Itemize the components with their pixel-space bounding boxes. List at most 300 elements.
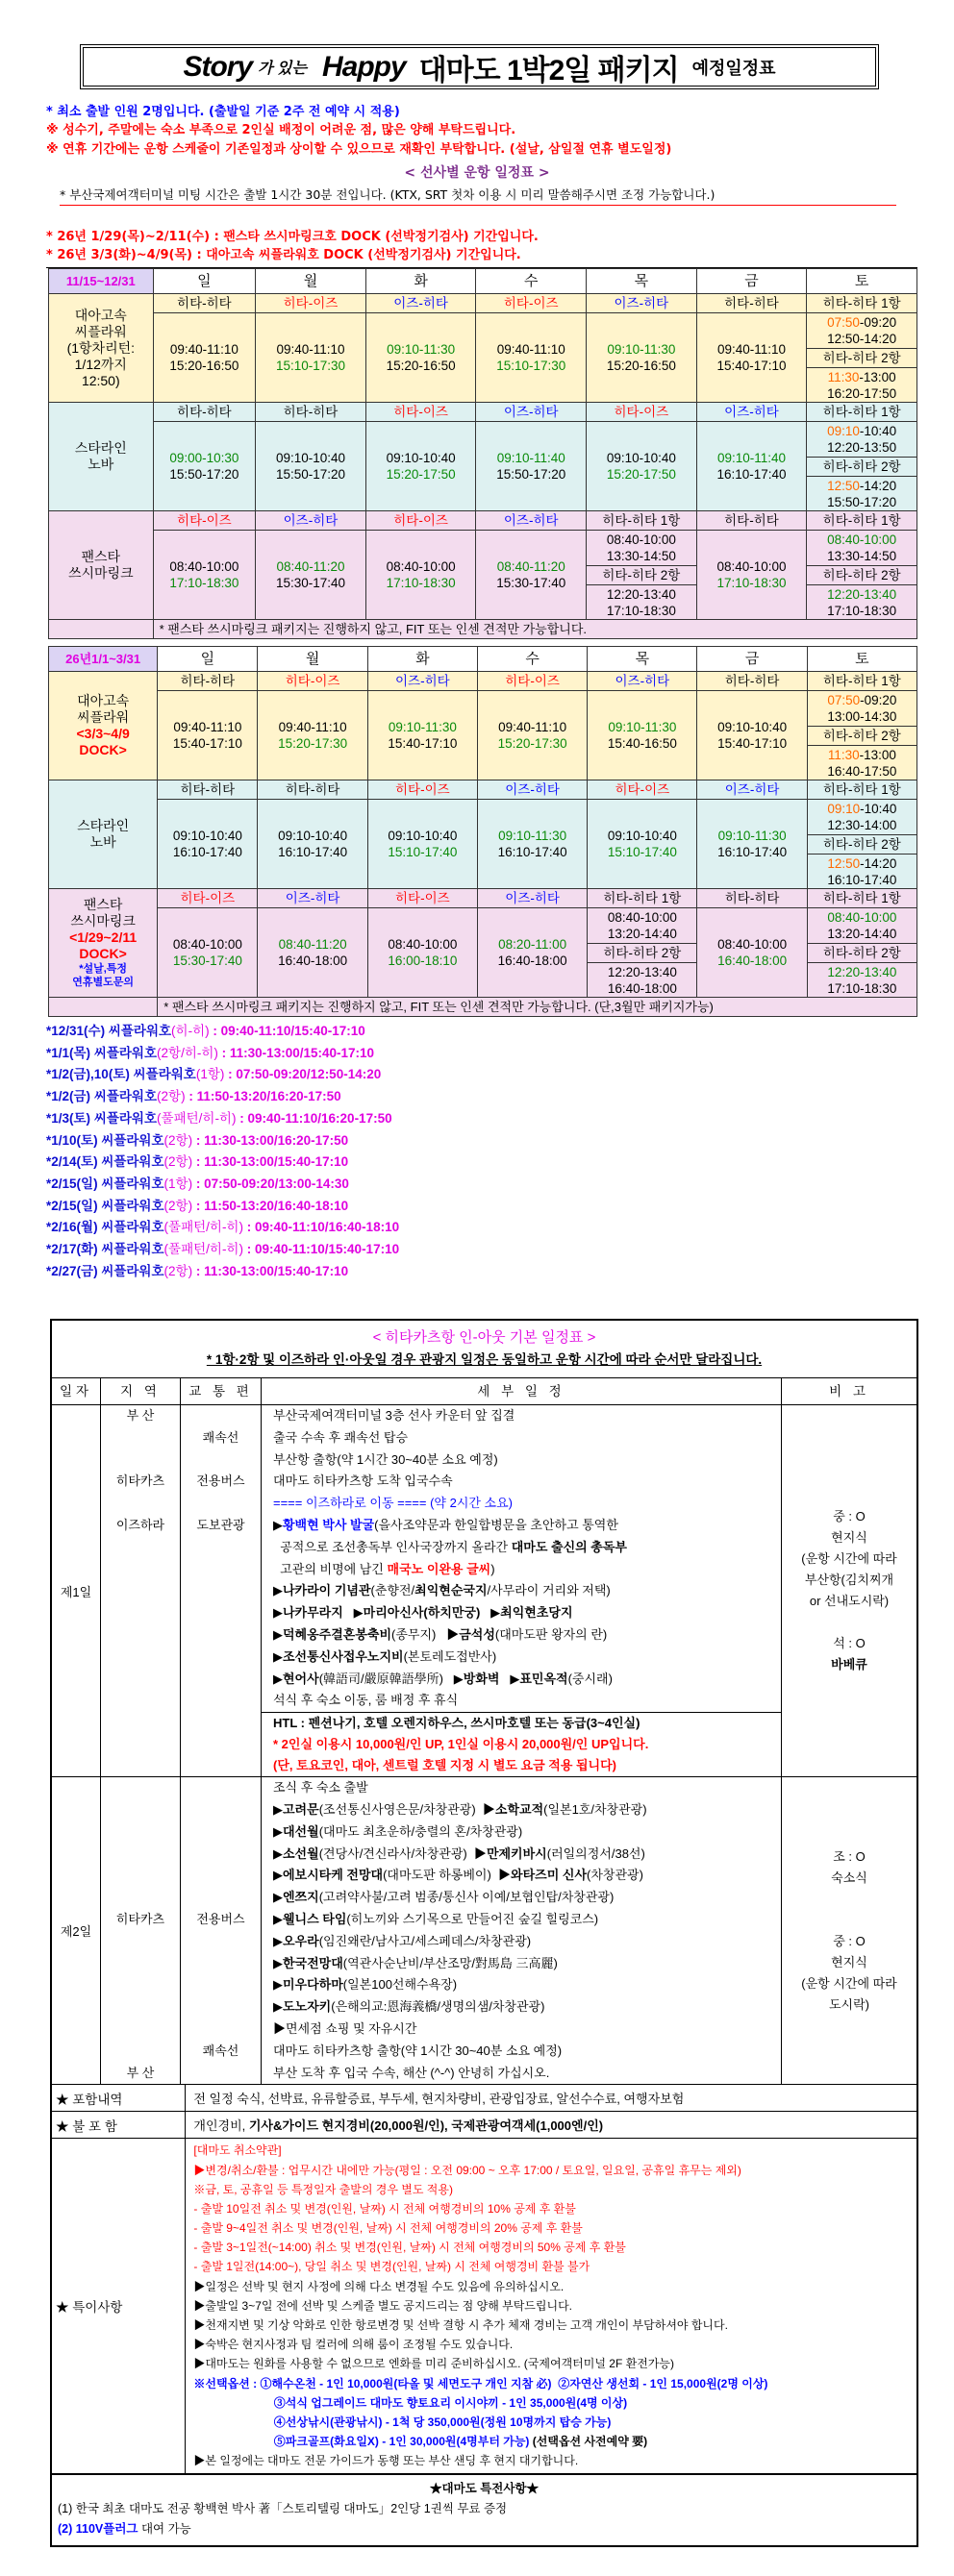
transport-cell	[181, 1559, 261, 1581]
ship-name-line: 1/12까지	[74, 356, 127, 372]
special-date-item	[46, 1043, 399, 1065]
detail-line	[262, 1427, 781, 1449]
text-segment: ▶	[273, 1911, 283, 1926]
text-segment: ⑤파크골프(화요일X) - 1인 30,000원(4명부터 가능)	[273, 2435, 533, 2449]
route-label: 히타-이즈	[256, 294, 366, 313]
special-date: *2/14(토)	[46, 1154, 98, 1170]
detail-line	[262, 2019, 781, 2041]
ship-name-line: 12:50)	[81, 372, 120, 388]
special-date: *1/10(토)	[46, 1132, 98, 1148]
route-label: 히타-이즈	[588, 780, 697, 800]
transport-cell	[181, 1887, 261, 1909]
notes-row	[52, 2139, 916, 2474]
special-date-item	[46, 1239, 399, 1261]
route-label: 히타-이즈	[477, 672, 587, 691]
text-segment: ▶	[273, 1845, 283, 1861]
time-range: 09:40-11:10	[498, 720, 567, 734]
day2-row	[52, 1777, 916, 2085]
region-cell	[101, 2019, 180, 2041]
time-range: 16:40-18:00	[607, 980, 677, 996]
time-cell	[588, 800, 697, 889]
text-segment: (을사조약문과 한일합병문을 초안하고 통역한	[374, 1517, 618, 1532]
text-segment: ▶일정은 선박 및 현지 사정에 의해 다소 변경될 수도 있음에 유의하십시오.	[193, 2279, 565, 2293]
note-line	[186, 2335, 916, 2354]
route-label: 히타-히타 1항	[807, 403, 917, 422]
time-start: 09:10	[827, 424, 860, 438]
text-segment: ▶	[499, 1671, 520, 1686]
time-range: 09:10-10:40	[172, 829, 242, 843]
region-cell: 히타카츠	[115, 1474, 165, 1489]
highlight-text: 최익현순국지	[414, 1583, 488, 1598]
time-cell	[807, 531, 917, 566]
pattern: (풀패턴/히-히)	[163, 1220, 243, 1235]
text-segment: (본토레도접반사)	[403, 1648, 497, 1664]
detail-line	[262, 1559, 781, 1581]
title-ga: 가 있는	[258, 61, 307, 77]
route-label: 이즈-히타	[256, 511, 366, 531]
highlight-text: 방화벽	[463, 1671, 500, 1686]
time-start: 11:30	[827, 369, 860, 384]
time-range: 09:40-11:10	[169, 342, 238, 357]
time-range: 15:40-17:10	[717, 736, 788, 751]
special-date: *2/27(금)	[46, 1263, 98, 1278]
time-range: 16:20-17:50	[827, 385, 897, 401]
special-date-item	[46, 1021, 399, 1043]
detail-line	[262, 1844, 781, 1866]
detail-line	[262, 1449, 781, 1472]
perks-items	[58, 2499, 911, 2539]
time-range: 12:20-13:50	[827, 440, 897, 455]
time-range: 15:20-17:30	[278, 736, 348, 751]
special-date-item	[46, 1152, 399, 1174]
day-header: 화	[365, 269, 476, 294]
text-segment	[193, 2415, 273, 2429]
time-cell	[365, 422, 476, 511]
highlight-text: 최익현초당지	[500, 1605, 573, 1621]
transport-cell	[181, 1580, 261, 1602]
time-range: 17:10-18:30	[716, 576, 787, 590]
ship-name	[49, 511, 154, 620]
detail-line	[262, 1405, 781, 1427]
time-range: 15:30-17:40	[172, 954, 242, 968]
region-cell	[101, 1690, 180, 1712]
text-segment: ▶	[273, 1977, 283, 1993]
special-date: *1/1(목)	[46, 1045, 91, 1060]
text-segment: (차창관광)	[587, 1868, 643, 1883]
special-date: *2/15(일)	[46, 1198, 98, 1213]
transport-cell	[181, 1669, 261, 1691]
time-range: 08:40-10:00	[716, 559, 787, 574]
region-cell	[101, 1974, 180, 1996]
detail-line	[262, 1624, 781, 1647]
time-range: 13:30-14:50	[827, 549, 897, 563]
text-segment: - 출발 1일전(14:00~), 당일 취소 및 변경(인원, 날짜) 시 전체 여행경비 환불 불가	[193, 2260, 590, 2274]
route-label: 히타-히타 2항	[807, 835, 916, 855]
detail-line	[262, 1493, 781, 1515]
route-label: 이즈-히타	[365, 294, 476, 313]
perks-section	[52, 2475, 916, 2545]
highlight-text: 나카라이 기념관	[283, 1583, 371, 1598]
text-segment: ▶	[273, 1955, 283, 1970]
region-cell	[101, 1844, 180, 1866]
time-range: 08:40-10:00	[827, 910, 897, 925]
schedule-row	[49, 800, 917, 835]
text-segment: (1) 한국 최초 대마도 전공 황백현 박사 著「스토리텔링 대마도」2인당 1권씩 무료 증정	[58, 2501, 508, 2515]
text-segment: (일본1호/차창관광)	[543, 1801, 647, 1817]
special-date: *1/2(금),10(토)	[46, 1067, 130, 1082]
text-segment: (대마도판 하롱베이) ▶	[383, 1868, 512, 1883]
ship-name-line: 대아고속	[74, 307, 127, 323]
route-label: 이즈-히타	[696, 403, 807, 422]
highlight-text: 기사&가이드 현지경비(20,000원/인), 국제관광여객세(1,000엔/인)	[248, 2118, 604, 2134]
remark-line	[801, 1973, 896, 1994]
day-header: 월	[258, 647, 367, 672]
times: : 09:40-11:10/15:40-17:10	[242, 1242, 400, 1257]
ship-name	[49, 889, 158, 998]
time-range: 16:40-18:00	[717, 954, 788, 968]
time-range: 08:40-10:00	[827, 533, 897, 547]
text-segment: ▶	[273, 1823, 283, 1839]
time-range: 15:50-17:20	[496, 467, 566, 482]
highlight-text: 한국전망대	[283, 1955, 343, 1970]
transport-cell	[181, 1865, 261, 1887]
text-segment: - 출발 3~1일전(~14:00) 취소 및 변경(인원, 날짜) 시 전체 여행경비의 50% 공제 후 환불	[193, 2241, 626, 2255]
ship-name: 씨플라워호	[97, 1176, 164, 1191]
detail-line	[262, 1974, 781, 1996]
time-range: 15:20-17:50	[606, 467, 676, 482]
time-range: 09:10-11:30	[717, 829, 787, 843]
time-start: 09:10	[827, 802, 861, 816]
time-range: 15:20-17:50	[386, 467, 456, 482]
route-label: 히타-히타	[258, 780, 367, 800]
text-segment: (대마도판 왕자의 란)	[494, 1626, 608, 1642]
transport-cell	[181, 1449, 261, 1472]
pattern: (1항)	[195, 1067, 225, 1082]
highlight-text: 황백현 박사 발굴	[283, 1517, 375, 1532]
transport-cell: 전용버스	[196, 1474, 245, 1489]
time-range: 17:10-18:30	[169, 576, 239, 590]
special-date: *1/3(토)	[46, 1110, 91, 1126]
time-range: 13:00-14:30	[827, 709, 897, 724]
region-column	[101, 1405, 181, 1776]
schedule-row	[49, 511, 917, 531]
time-range	[808, 747, 916, 763]
highlight-text: 에보시타케 전망대	[283, 1868, 384, 1883]
time-cell	[153, 313, 256, 403]
time-cell	[476, 531, 587, 620]
time-range: 17:10-18:30	[606, 603, 676, 618]
text-segment: ※선택옵션 : ①해수온천 - 1인 10,000원(타올 및 세면도구 개인 지참 必) ②자연산 생선회 - 1인 15,000원(2명 이상)	[193, 2376, 768, 2390]
text-segment: 중 : O	[833, 1509, 866, 1524]
text-segment: 공적으로 조선총독부 인사국장까지 올라간	[273, 1539, 512, 1554]
region-cell	[101, 1799, 180, 1821]
time-cell	[367, 691, 477, 780]
ship-name: 씨플라워호	[97, 1220, 164, 1235]
time-range: 09:10-11:40	[716, 451, 787, 465]
included-row	[52, 2085, 916, 2112]
time-range: 16:10-17:40	[827, 872, 897, 887]
route-label: 히타-히타 1항	[807, 889, 916, 908]
text-segment: 개인경비,	[193, 2118, 249, 2134]
text-segment: 석식 후 숙소 이동, 룸 배정 후 휴식	[273, 1693, 459, 1708]
day-header: 월	[256, 269, 366, 294]
text-segment: 대마도 히타카츠항 도착 입국수속	[273, 1474, 453, 1489]
perk-item	[58, 2499, 911, 2519]
pattern: (1항)	[163, 1176, 193, 1191]
time-cell	[258, 908, 367, 998]
note-line	[186, 2393, 916, 2413]
ship-name-line: <3/3~4/9	[76, 726, 130, 741]
remark-line	[833, 1846, 866, 1868]
special-date-item	[46, 1064, 399, 1086]
time-range: 09:10-10:40	[388, 829, 458, 843]
text-segment: ▶	[273, 1671, 283, 1686]
remark-line	[831, 1868, 867, 1889]
time-range: 09:10-11:40	[496, 451, 565, 465]
note-holiday: ※ 연휴 기간에는 운항 스케줄이 기존일정과 상이할 수 있으므로 재확인 부탁합니다. (설날, 삼일절 연휴 별도일정)	[46, 142, 672, 157]
detail-line	[262, 1669, 781, 1691]
ship-name-line: <1/29~2/11	[69, 929, 138, 945]
note-line	[186, 2180, 916, 2199]
ship-name: 씨플라워호	[97, 1154, 164, 1170]
detail-line	[262, 1887, 781, 1909]
region-cell: 히타카츠	[115, 1911, 165, 1926]
highlight-text: 대선월	[283, 1823, 319, 1839]
pattern: (2항)	[163, 1132, 193, 1148]
day-header: 수	[476, 269, 587, 294]
detail-line	[262, 1799, 781, 1821]
day-header: 목	[587, 269, 697, 294]
times: : 09:40-11:10/16:40-18:10	[242, 1220, 400, 1235]
perk-item	[58, 2519, 911, 2539]
note-line	[186, 2316, 916, 2335]
route-label: 히타-이즈	[158, 889, 258, 908]
time-end: -13:00	[859, 369, 896, 384]
special-date-item	[46, 1130, 399, 1152]
schedule-row	[49, 313, 917, 349]
ship-name-line: 대아고속	[77, 693, 130, 708]
day-label: 제1일	[52, 1405, 101, 1776]
text-segment: 부산항 출항(약 1시간 30~40분 소요 예정)	[273, 1451, 498, 1467]
time-cell	[477, 908, 587, 998]
time-cell	[807, 908, 916, 944]
region-cell	[101, 1449, 180, 1472]
note-line	[186, 2413, 916, 2432]
route-label: 히타-히타 2항	[587, 566, 697, 585]
region-cell	[101, 1887, 180, 1909]
header-row	[49, 269, 917, 294]
transport-cell	[181, 2019, 261, 2041]
text-segment: ▶숙박은 현지사정과 팀 컬러에 의해 룸이 조정될 수도 있습니다.	[193, 2338, 514, 2352]
time-cell	[696, 313, 807, 403]
remark-line	[829, 1994, 869, 2016]
highlight-text: 와타즈미 신사	[511, 1868, 588, 1883]
time-cell	[807, 585, 917, 620]
text-segment: (임진왜란/남사고/세스페데스/차창관광)	[318, 1933, 532, 1948]
time-cell	[807, 963, 916, 998]
time-end: -09:20	[860, 693, 897, 707]
time-range: 15:40-17:10	[716, 359, 787, 373]
ship-name	[49, 672, 158, 780]
times: : 11:30-13:00/15:40-17:10	[192, 1263, 349, 1278]
title-main: 대마도 1박2일 패키지	[418, 54, 679, 87]
detail-line	[262, 1580, 781, 1602]
highlight-text: 엔쯔지	[283, 1890, 319, 1905]
times: : 11:50-13:20/16:20-17:50	[185, 1089, 341, 1104]
text-segment: (견당사/견신라사/차창관광) ▶	[318, 1845, 487, 1861]
pattern: (2항)	[163, 1198, 193, 1213]
detail-line	[262, 1471, 781, 1493]
schedule-row	[49, 294, 917, 313]
transport-cell: 도보관광	[196, 1517, 245, 1532]
time-range: 13:20-14:40	[607, 927, 677, 941]
text-segment: ▶면세점 쇼핑 및 자유시간	[273, 2020, 417, 2036]
header-region: 지 역	[101, 1378, 181, 1404]
pattern: (2항)	[157, 1089, 186, 1104]
hotel-line	[262, 1734, 781, 1755]
transport-column	[181, 1777, 262, 2084]
day-header: 일	[153, 269, 256, 294]
text-segment: /사무라이 거리와 저택)	[487, 1583, 611, 1598]
time-cell	[696, 531, 807, 620]
time-range	[807, 423, 916, 439]
region-cell	[101, 1931, 180, 1953]
time-range	[807, 369, 916, 385]
time-cell	[367, 908, 477, 998]
route-label: 히타-이즈	[153, 511, 256, 531]
time-range: 08:40-10:00	[388, 937, 458, 952]
note-peak-season: ※ 성수기, 주말에는 숙소 부족으로 2인실 배정이 어려운 점, 많은 양해 부탁드립니다.	[46, 123, 516, 137]
highlight-text: 도노자키	[283, 1999, 332, 2015]
detail-line	[262, 1821, 781, 1844]
region-cell	[101, 1996, 180, 2019]
ship-name-line: 노바	[88, 457, 114, 472]
route-label: 이즈-히타	[477, 780, 587, 800]
highlight-text: 조선통신사접우노지비	[283, 1648, 404, 1664]
route-label: 히타-히타 2항	[807, 458, 917, 477]
itinerary-table	[50, 1319, 918, 2547]
special-date-item	[46, 1217, 399, 1239]
text-segment	[193, 2396, 273, 2410]
time-cell	[807, 422, 917, 458]
schedule-row	[49, 780, 917, 800]
highlight-text: 대마도 출신의 총독부	[511, 1539, 627, 1554]
itinerary-header	[52, 1378, 916, 1405]
times: : 11:30-13:00/15:40-17:10	[192, 1154, 349, 1170]
remark-line	[831, 1952, 867, 1973]
time-range: 09:10-10:40	[278, 829, 348, 843]
ship-name-line: 팬스타	[83, 897, 123, 912]
time-range: 12:50-14:20	[827, 332, 897, 346]
time-range: 09:40-11:10	[278, 720, 347, 734]
text-segment: ④선상낚시(관광낚시) - 1척 당 350,000원(정원 10명까지 탑승 가능)	[273, 2415, 612, 2429]
time-start: 07:50	[827, 693, 861, 707]
special-date-item	[46, 1174, 399, 1196]
time-range: 08:40-10:00	[169, 559, 239, 574]
route-label: 이즈-히타	[587, 294, 697, 313]
time-range: 08:40-11:20	[496, 559, 565, 574]
schedule-row	[49, 908, 917, 944]
text-segment: (운항 시간에 따라	[801, 1975, 897, 1991]
text-segment: ▶변경/취소/환불 : 업무시간 내에만 가능(평일 : 오전 09:00 ~ 오후 17:00 / 토요일, 일요일, 공휴일 휴무는 제외)	[193, 2163, 741, 2177]
remark-line	[801, 1548, 896, 1570]
transport-cell	[181, 1624, 261, 1647]
text-segment: (대마도 최초운하/충렬의 혼/차창관광)	[318, 1823, 523, 1839]
time-range: 15:10-17:30	[275, 359, 346, 373]
time-range: 15:30-17:40	[275, 576, 346, 590]
ship-name: 씨플라워호	[105, 1024, 172, 1038]
time-range: 15:10-17:40	[388, 845, 458, 859]
note-line	[186, 2218, 916, 2238]
time-start: 12:50	[827, 478, 860, 493]
remark-line	[833, 1931, 866, 1952]
text-segment: ③석식 업그레이드 대마도 향토요리 이시야끼 - 1인 35,000원(4명 이상)	[273, 2395, 628, 2410]
text-segment: 조 : O	[833, 1848, 866, 1864]
title-box	[80, 44, 879, 89]
detail-line	[262, 1865, 781, 1887]
special-dates-list	[46, 1021, 399, 1282]
itinerary-title-row	[52, 1321, 916, 1378]
detail-line	[262, 1953, 781, 1975]
time-range: 08:40-10:00	[607, 910, 677, 925]
route-label: 히타-이즈	[258, 672, 367, 691]
highlight-text: 매국노 이완용 글씨	[387, 1561, 491, 1576]
text-segment: ▶	[273, 1605, 283, 1621]
detail-column	[262, 1777, 782, 2084]
detail-line	[262, 1602, 781, 1624]
text-segment: (역관사순난비/부산조망/對馬島 三高麗)	[342, 1955, 558, 1970]
time-cell	[587, 531, 697, 566]
transport-cell	[181, 1602, 261, 1624]
ship-name: 씨플라워호	[90, 1089, 158, 1104]
time-cell	[587, 422, 697, 511]
region-column	[101, 1777, 181, 2084]
ship-name-line: 쓰시마링크	[67, 565, 134, 581]
time-range: 16:10-17:40	[278, 845, 348, 859]
ship-name-line: 씨플라워	[74, 323, 127, 339]
time-range: 09:10-11:30	[388, 720, 457, 734]
time-range: 09:10-11:30	[498, 829, 567, 843]
time-range: 09:10-10:40	[607, 829, 677, 843]
transport-cell: 쾌속선	[202, 2043, 239, 2058]
text-segment: ▶	[342, 1605, 364, 1621]
time-range: 15:20-16:50	[606, 359, 676, 373]
special-date: *1/2(금)	[46, 1089, 91, 1104]
text-segment: - 출발 9~4일전 취소 및 변경(인원, 날짜) 시 전체 여행경비의 20% 공제 후 환불	[193, 2221, 583, 2236]
time-range: 16:10-17:40	[172, 845, 242, 859]
ship-name-line: 노바	[89, 834, 116, 850]
text-segment: 숙소식	[831, 1870, 867, 1885]
transport-cell	[181, 1647, 261, 1669]
remark-line	[831, 1654, 867, 1675]
ship-name: 씨플라워호	[97, 1263, 164, 1278]
dock-note-1: * 26년 1/29(목)~2/11(수) : 팬스타 쓰시마링크호 DOCK (선박정기검사) 기간입니다.	[46, 230, 539, 244]
highlight-text: (선택옵션 사전예약 要)	[532, 2435, 648, 2449]
special-date-item	[46, 1086, 399, 1108]
time-cell	[365, 531, 476, 620]
text-segment: (종무지) ▶	[391, 1626, 460, 1642]
time-cell	[258, 691, 367, 780]
ship-name: 씨플라워호	[129, 1067, 196, 1082]
ship-name: 씨플라워호	[90, 1110, 158, 1126]
hotel-line	[262, 1713, 781, 1734]
route-label: 히타-히타 2항	[588, 944, 697, 963]
notes-lines	[186, 2139, 916, 2472]
route-label: 히타-히타	[153, 294, 256, 313]
text-segment: [대마도 취소약관]	[193, 2143, 282, 2158]
highlight-text: 만제키바시	[486, 1845, 547, 1861]
text-segment: ==== 이즈하라로 이동 ==== (약 2시간 소요)	[273, 1496, 513, 1511]
